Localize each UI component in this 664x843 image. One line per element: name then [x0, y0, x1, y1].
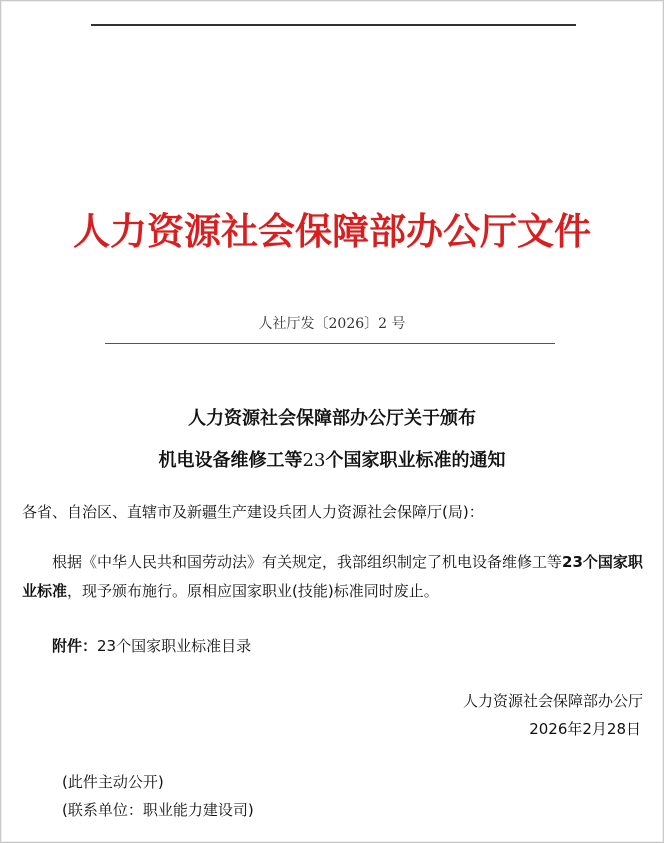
paragraph-text-2: ，现予颁布施行。原相应国家职业(技能)标准同时废止。 — [67, 582, 439, 600]
addressee-line: 各省、自治区、直辖市及新疆生产建设兵团人力资源社会保障厅(局)： — [22, 503, 484, 521]
attachment-label: 附件： — [52, 637, 98, 655]
attachment-line — [52, 632, 251, 661]
title-suffix: 个国家职业标准的通知 — [325, 450, 506, 471]
paragraph-bold-text: 23个国家职业标准 — [22, 553, 643, 600]
disclosure-note: (此件主动公开) — [62, 773, 164, 791]
signature-organization: 人力资源社会保障部办公厅 — [462, 692, 643, 710]
title-number: 23 — [302, 450, 326, 471]
issuer-header: 人力资源社会保障部办公厅文件 — [73, 209, 591, 253]
document-number: 人社厅发〔2026〕2 号 — [258, 316, 406, 332]
attachment-link[interactable]: 23个国家职业标准目录 — [97, 637, 252, 655]
top-rule-divider — [91, 24, 576, 26]
red-rule-divider — [105, 343, 555, 344]
signature-date: 2026年2月28日 — [529, 720, 641, 738]
paragraph-text-1: 根据《中华人民共和国劳动法》有关规定，我部组织制定了机电设备维修工等 — [52, 553, 563, 571]
notice-title-line-1: 人力资源社会保障部办公厅关于颁布 — [188, 408, 476, 429]
notice-title-line-2 — [1, 446, 663, 472]
title-prefix: 机电设备维修工等 — [158, 450, 303, 471]
contact-note: (联系单位：职业能力建设司) — [62, 801, 254, 819]
body-paragraph — [22, 548, 650, 606]
